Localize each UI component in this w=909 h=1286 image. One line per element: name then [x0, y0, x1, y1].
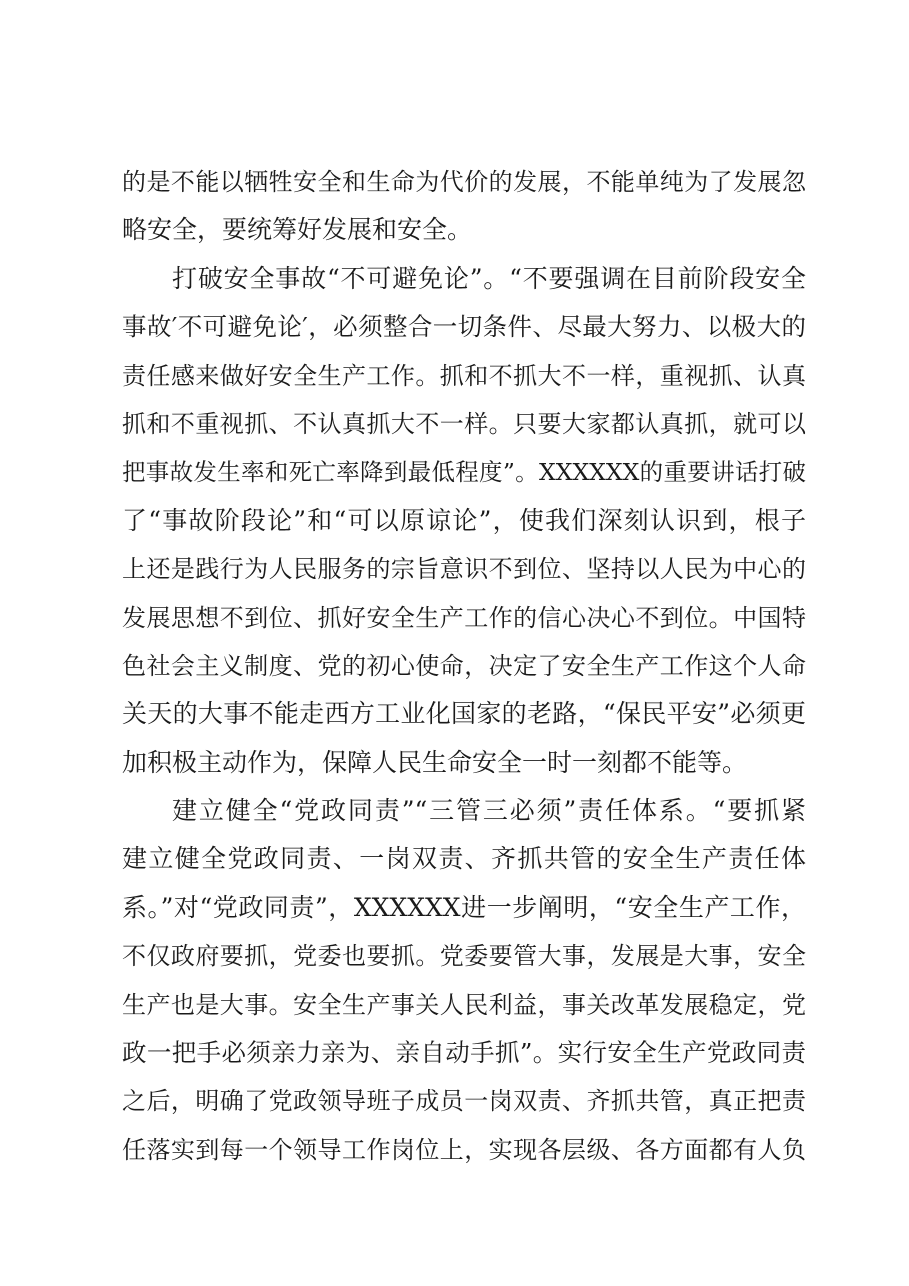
text-line: 事故′不可避免论′，必须整合一切条件、尽最大努力、以极大的 [122, 312, 806, 342]
text-line: 生产也是大事。安全生产事关人民利益，事关改革发展稳定，党 [122, 990, 806, 1019]
text-line: 上还是践行为人民服务的宗旨意识不到位、坚持以人民为中心的 [122, 555, 806, 584]
text-line: 政一把手必须亲力亲为、亲自动手抓”。实行安全生产党政同责 [122, 1038, 806, 1068]
text-line: 系。”对“党政同责”，XXXXXX进一步阐明，“安全生产工作， [122, 892, 806, 922]
text-line: 关天的大事不能走西方工业化国家的老路，“保民平安”必须更 [122, 699, 806, 729]
paragraph-3 [122, 787, 806, 1174]
paragraph-1 [122, 158, 806, 255]
text-line: 责任感来做好安全生产工作。抓和不抓大不一样，重视抓、认真 [122, 361, 806, 390]
text-line: 之后，明确了党政领导班子成员一岗双责、齐抓共管，真正把责 [122, 1087, 806, 1116]
text-line: 略安全，要统筹好发展和安全。 [122, 215, 473, 245]
text-line: 建立健全党政同责、一岗双责、齐抓共管的安全生产责任体 [122, 844, 806, 874]
text-line: 发展思想不到位、抓好安全生产工作的信心决心不到位。中国特 [122, 603, 806, 632]
text-line: 任落实到每一个领导工作岗位上，实现各层级、各方面都有人负 [122, 1135, 806, 1164]
text-line: 建立健全“党政同责”“三管三必须”责任体系。“要抓紧 [172, 796, 806, 826]
document-page [122, 158, 806, 1174]
text-line: 打破安全事故“不可避免论”。“不要强调在目前阶段安全 [172, 263, 806, 293]
text-line: 把事故发生率和死亡率降到最低程度”。XXXXXX的重要讲话打破 [122, 458, 806, 487]
text-line: 不仅政府要抓，党委也要抓。党委要管大事，发展是大事，安全 [122, 942, 806, 971]
text-line: 色社会主义制度、党的初心使命，决定了安全生产工作这个人命 [122, 651, 806, 680]
text-line: 抓和不重视抓、不认真抓大不一样。只要大家都认真抓，就可以 [122, 409, 806, 438]
text-line: 了“事故阶段论”和“可以原谅论”，使我们深刻认识到，根子 [122, 505, 806, 535]
text-line: 加积极主动作为，保障人民生命安全一时一刻都不能等。 [122, 747, 748, 777]
text-line: 的是不能以牺牲安全和生命为代价的发展，不能单纯为了发展忽 [122, 168, 806, 196]
paragraph-2 [122, 255, 806, 787]
